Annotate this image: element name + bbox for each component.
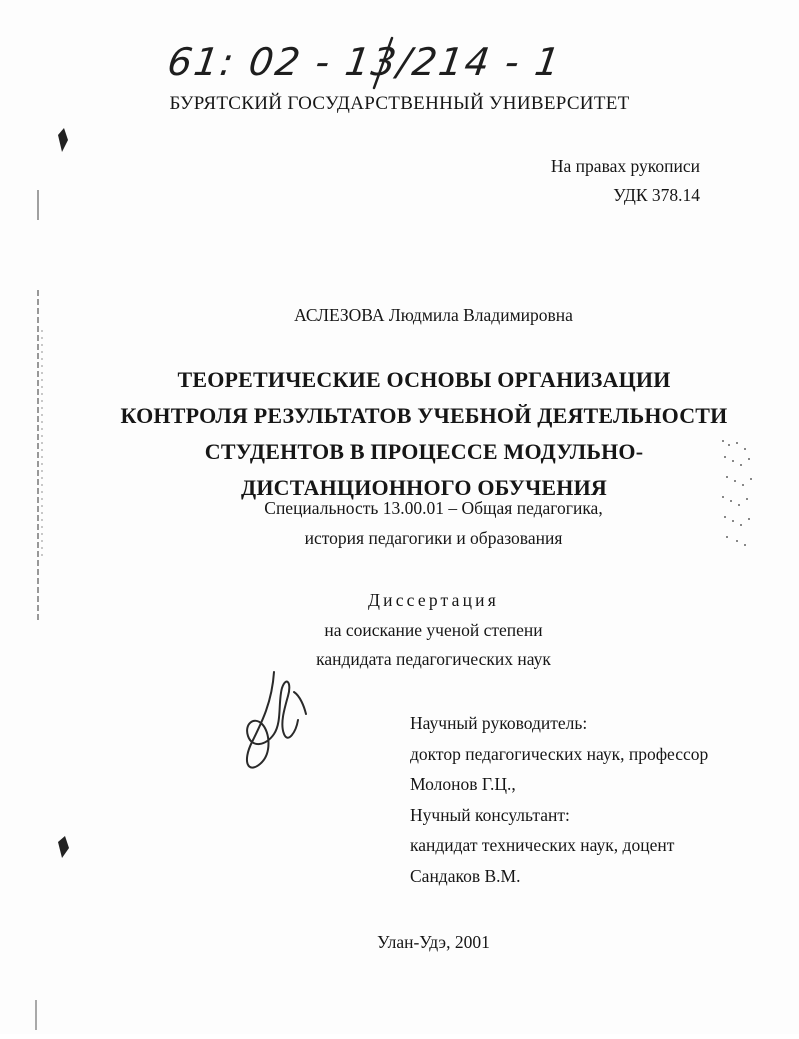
archive-code-underline	[168, 30, 588, 90]
archive-code-text: 61: 02 - 13/214 - 1	[164, 40, 565, 84]
supervisor-label: Научный руководитель:	[410, 713, 588, 733]
university-name: БУРЯТСКИЙ ГОСУДАРСТВЕННЫЙ УНИВЕРСИТЕТ	[169, 93, 630, 114]
supervisor-degree: доктор педагогических наук, профессор	[410, 743, 709, 764]
scan-margin-marks	[24, 0, 74, 1034]
degree-line-1: на соискание ученой степени	[324, 620, 543, 640]
consultant-name: Сандаков В.М.	[410, 865, 521, 886]
udc-code: УДК 378.14	[613, 185, 700, 205]
city-and-year: Улан-Удэ, 2001	[377, 932, 490, 952]
specialty-line-2: история педагогики и образования	[304, 528, 563, 548]
dissertation-title: ТЕОРЕТИЧЕСКИЕ ОСНОВЫ ОРГАНИЗАЦИИ КОНТРОЛЯ РЕЗУЛЬТАТОВ УЧЕБНОЙ ДЕЯТЕЛЬНОСТИ СТУДЕНТОВ В ПРОЦЕССЕ МОДУЛЬНО-ДИСТАНЦИОННОГО ОБУЧЕНИЯ	[120, 367, 728, 500]
scan-noise-stamp	[718, 436, 758, 556]
author-name: АСЛЕЗОВА Людмила Владимировна	[294, 305, 573, 325]
consultant-degree: кандидат технических наук, доцент	[410, 835, 675, 855]
handwritten-archive-code	[164, 30, 588, 90]
supervisors-block	[410, 708, 708, 891]
consultant-label: Нучный консультант:	[410, 804, 570, 825]
specialty-line-1: Специальность 13.00.01 – Общая педагогика,	[264, 498, 603, 518]
supervisor-name: Молонов Г.Ц.,	[410, 774, 516, 794]
document-type: Диссертация	[368, 590, 499, 610]
manuscript-note: На правах рукописи	[550, 156, 700, 176]
degree-line-2: кандидата педагогических наук	[316, 649, 551, 669]
handwritten-signature	[234, 662, 324, 782]
